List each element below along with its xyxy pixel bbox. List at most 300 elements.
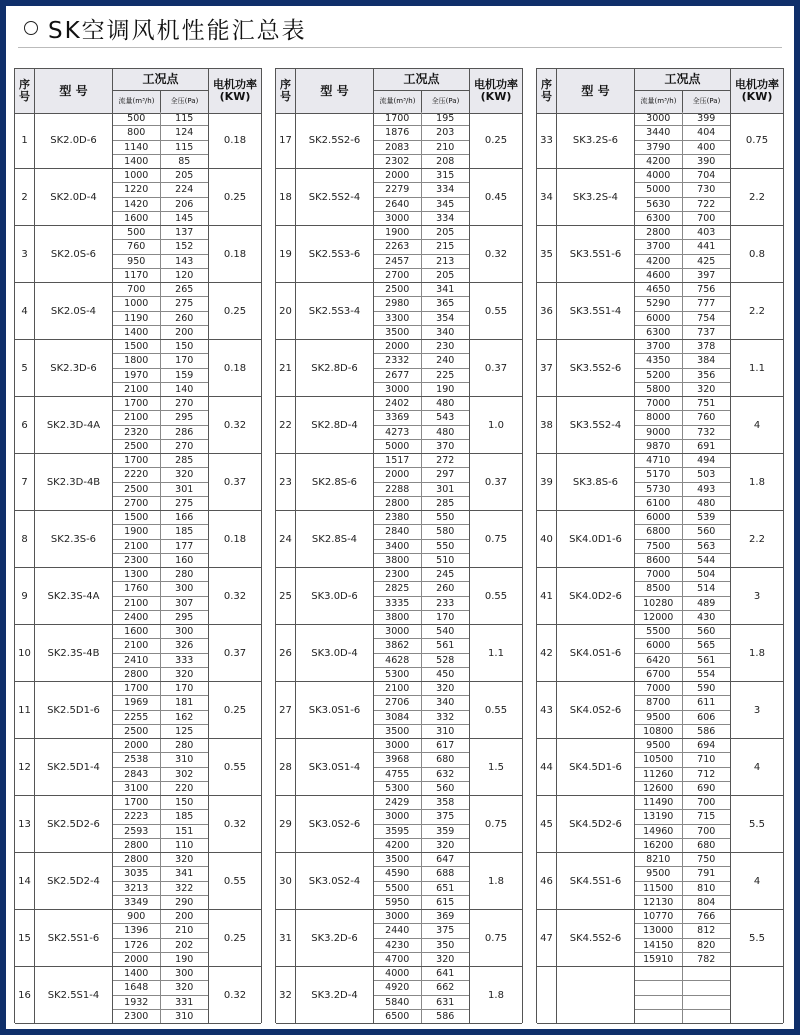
pressure-value: 560 [697,626,716,638]
motor-power: 5.5 [749,818,765,830]
header-pressure: 全压(Pa) [161,91,209,113]
motor-power: 1.8 [749,647,765,659]
pressure-value: 310 [175,1010,194,1022]
flow-value: 10800 [635,725,683,738]
flow-value: 2640 [374,198,422,211]
pressure-value: 125 [175,725,194,737]
pressure-value: 580 [436,526,455,538]
pressure-value: 544 [697,554,716,566]
operating-point-row [374,725,469,738]
pressure-value: 737 [697,326,716,338]
flow-value: 700 [113,283,161,296]
row-number: 27 [276,682,296,738]
pressure-value: 286 [175,426,194,438]
pressure-value: 700 [697,212,716,224]
header-model: 型 号 [35,69,113,113]
operating-point-row [374,796,469,810]
table-row [537,511,783,568]
pressure-value: 170 [175,355,194,367]
row-number: 18 [276,169,296,225]
flow-value: 9500 [635,739,683,752]
motor-power: 0.75 [484,818,508,830]
pressure-value: 272 [436,455,455,467]
operating-point-row [635,696,730,710]
flow-value: 16200 [635,839,683,852]
table-row [15,796,261,853]
header-flow: 流量(m³/h) [374,91,422,113]
operating-point-row [635,454,730,468]
operating-point-row [374,112,469,126]
pressure-value: 403 [697,227,716,239]
model-name: SK3.5S1-6 [557,226,635,282]
operating-point-row [635,240,730,254]
flow-value: 4755 [374,768,422,781]
operating-point-row [635,411,730,425]
operating-points [113,112,209,168]
flow-value: 2083 [374,141,422,154]
flow-value: 5500 [374,882,422,895]
pressure-value: 210 [175,925,194,937]
flow-value: 1700 [374,112,422,125]
flow-value: 900 [113,910,161,923]
operating-point-row [113,340,208,354]
operating-point-row [113,312,208,326]
flow-value: 4350 [635,354,683,367]
flow-value: 2700 [113,497,161,510]
operating-point-row [374,369,469,383]
flow-value: 2800 [113,668,161,681]
pressure-value: 480 [436,426,455,438]
flow-value [635,1010,683,1023]
operating-points [113,796,209,852]
operating-point-row [635,126,730,140]
pressure-value: 586 [436,1010,455,1022]
operating-point-row [635,725,730,738]
operating-points [635,739,731,795]
pressure-value: 606 [697,711,716,723]
header-power: 电机功率(KW) [735,78,779,103]
motor-power: 0.55 [223,875,247,887]
pressure-value: 150 [175,341,194,353]
pressure-value: 295 [175,412,194,424]
table-header [276,68,522,114]
flow-value: 3000 [374,625,422,638]
operating-point-row [374,654,469,668]
operating-point-row [113,853,208,867]
model-name: SK2.3S-4B [35,625,113,681]
pressure-value: 275 [175,497,194,509]
model-name: SK4.5S1-6 [557,853,635,909]
pressure-value: 206 [175,198,194,210]
operating-point-row [374,668,469,681]
operating-point-row [374,939,469,953]
operating-points [635,397,731,453]
flow-value: 1969 [113,696,161,709]
operating-point-row [113,126,208,140]
table-row [276,625,522,682]
flow-value: 3349 [113,896,161,909]
operating-point-row [635,198,730,212]
flow-value: 1190 [113,312,161,325]
pressure-value: 115 [175,113,194,125]
pressure-value: 320 [436,953,455,965]
pressure-value: 528 [436,654,455,666]
pressure-value: 550 [436,512,455,524]
row-number: 7 [15,454,35,510]
operating-point-row [113,682,208,696]
flow-value: 5800 [635,383,683,396]
flow-value: 4200 [374,839,422,852]
row-number: 8 [15,511,35,567]
operating-point-row [374,141,469,155]
row-number: 35 [537,226,557,282]
flow-value: 12000 [635,611,683,624]
row-number: 36 [537,283,557,339]
motor-power: 0.55 [484,590,508,602]
flow-value: 2263 [374,240,422,253]
title-bar [6,6,794,50]
flow-value: 2400 [113,611,161,624]
flow-value: 7000 [635,682,683,695]
model-name: SK2.0D-6 [35,112,113,168]
header-condition: 工况点 [635,69,731,91]
operating-points [635,283,731,339]
pressure-value: 700 [697,825,716,837]
row-number: 19 [276,226,296,282]
pressure-value: 124 [175,127,194,139]
pressure-value: 160 [175,554,194,566]
operating-point-row [374,326,469,339]
row-number: 38 [537,397,557,453]
operating-point-row [113,440,208,453]
pressure-value: 715 [697,811,716,823]
pressure-value: 270 [175,440,194,452]
table-row [537,340,783,397]
pressure-value: 820 [697,939,716,951]
flow-value: 3100 [113,782,161,795]
operating-point-row [374,696,469,710]
pressure-value: 694 [697,740,716,752]
table-row [276,739,522,796]
pressure-value: 195 [436,113,455,125]
operating-points [113,340,209,396]
flow-value: 4600 [635,269,683,282]
pressure-value: 756 [697,284,716,296]
operating-point-row [113,668,208,681]
flow-value: 5170 [635,468,683,481]
row-number: 32 [276,967,296,1023]
flow-value: 8500 [635,582,683,595]
pressure-value: 320 [175,982,194,994]
pressure-value: 691 [697,440,716,452]
operating-point-row [113,212,208,225]
flow-value: 3800 [374,611,422,624]
flow-value: 2302 [374,155,422,168]
pressure-value: 356 [697,369,716,381]
flow-value: 500 [113,226,161,239]
model-name: SK2.5D1-6 [35,682,113,738]
model-name: SK2.5S2-6 [296,112,374,168]
model-name: SK4.5D2-6 [557,796,635,852]
pressure-value: 565 [697,640,716,652]
pressure-value: 85 [178,155,191,167]
flow-value: 2457 [374,255,422,268]
pressure-value: 295 [175,611,194,623]
flow-value: 9500 [635,867,683,880]
flow-value: 5300 [374,668,422,681]
operating-point-row [635,882,730,896]
flow-value: 4920 [374,981,422,994]
operating-point-row [635,753,730,767]
flow-value: 1900 [374,226,422,239]
pressure-value: 332 [436,711,455,723]
operating-point-row [374,226,469,240]
operating-point-row [374,753,469,767]
table-row [537,910,783,967]
operating-point-row [635,668,730,681]
pressure-value: 315 [436,170,455,182]
flow-value: 1000 [113,297,161,310]
operating-point-row [374,426,469,440]
table-row [537,112,783,169]
flow-value: 1400 [113,326,161,339]
table-row [276,967,522,1024]
flow-value: 8700 [635,696,683,709]
pressure-value: 510 [436,554,455,566]
pressure-value: 270 [175,398,194,410]
operating-point-row [635,497,730,510]
row-number: 17 [276,112,296,168]
pressure-value: 680 [436,754,455,766]
pressure-value: 514 [697,583,716,595]
pressure-value: 550 [436,540,455,552]
table-row [15,397,261,454]
operating-point-row [374,312,469,326]
table-row [15,112,261,169]
operating-point-row [374,283,469,297]
table-row [15,454,261,511]
row-number: 6 [15,397,35,453]
table-row [537,568,783,625]
pressure-value: 120 [175,269,194,281]
operating-point-row [113,796,208,810]
flow-value: 1500 [113,511,161,524]
operating-point-row [113,397,208,411]
operating-point-row [113,554,208,567]
operating-point-row [113,625,208,639]
pressure-value: 750 [697,854,716,866]
operating-points [113,682,209,738]
flow-value: 2843 [113,768,161,781]
model-name: SK3.0D-4 [296,625,374,681]
table-row [276,568,522,625]
pressure-value: 554 [697,668,716,680]
pressure-value: 185 [175,811,194,823]
operating-point-row [113,597,208,611]
operating-point-row [113,896,208,909]
table-body [15,112,261,1023]
operating-point-row [374,839,469,852]
operating-point-row [635,568,730,582]
flow-value: 2593 [113,825,161,838]
flow-value: 8600 [635,554,683,567]
operating-points [374,625,470,681]
model-name: SK3.0S1-6 [296,682,374,738]
flow-value: 3000 [374,739,422,752]
row-number: 20 [276,283,296,339]
header-flow: 流量(m³/h) [635,91,683,113]
flow-value: 1400 [113,155,161,168]
flow-value: 7000 [635,397,683,410]
flow-value: 3000 [374,212,422,225]
model-name: SK3.2S-6 [557,112,635,168]
operating-points [635,682,731,738]
pressure-value: 190 [175,953,194,965]
operating-point-row [635,825,730,839]
flow-value: 3000 [374,383,422,396]
pressure-value: 404 [697,127,716,139]
flow-value: 10280 [635,597,683,610]
pressure-value: 177 [175,540,194,552]
flow-value: 3300 [374,312,422,325]
operating-point-row [374,269,469,282]
table-row [537,283,783,340]
pressure-value: 162 [175,711,194,723]
pressure-value: 730 [697,184,716,196]
operating-point-row [374,240,469,254]
operating-point-row [635,796,730,810]
flow-value: 3862 [374,639,422,652]
flow-value: 2100 [374,682,422,695]
header-power: 电机功率(KW) [474,78,518,103]
operating-points [635,967,731,1023]
pressure-value: 369 [436,911,455,923]
row-number: 3 [15,226,35,282]
flow-value: 3968 [374,753,422,766]
pressure-value [683,981,731,994]
flow-value: 2825 [374,582,422,595]
flow-value: 1700 [113,796,161,809]
operating-point-row [374,682,469,696]
flow-value: 2279 [374,183,422,196]
pressure-value: 651 [436,882,455,894]
operating-point-row [113,981,208,995]
motor-power: 2.2 [749,533,765,545]
motor-power: 0.25 [223,305,247,317]
operating-points [374,454,470,510]
operating-points [635,853,731,909]
row-number: 37 [537,340,557,396]
operating-point-row [374,511,469,525]
model-name: SK3.0D-6 [296,568,374,624]
motor-power: 3 [753,590,761,602]
flow-value: 14150 [635,939,683,952]
table-row [537,169,783,226]
operating-points [113,169,209,225]
pressure-value: 115 [175,141,194,153]
pressure-value: 320 [436,683,455,695]
pressure-value: 233 [436,597,455,609]
operating-point-row [113,183,208,197]
operating-point-row [113,240,208,254]
flow-value: 3084 [374,711,422,724]
model-name [557,967,635,1023]
pressure-value: 812 [697,925,716,937]
flow-value: 3790 [635,141,683,154]
pressure-value: 297 [436,469,455,481]
pressure-value: 280 [175,740,194,752]
pressure-value: 700 [697,797,716,809]
operating-point-row [635,369,730,383]
row-number: 47 [537,910,557,966]
table-row [537,796,783,853]
flow-value: 2429 [374,796,422,809]
flow-value: 800 [113,126,161,139]
pressure-value: 300 [175,626,194,638]
table-row [15,910,261,967]
pressure-value: 322 [175,882,194,894]
flow-value: 8210 [635,853,683,866]
table-row [15,169,261,226]
model-name: SK3.8S-6 [557,454,635,510]
header-flow: 流量(m³/h) [113,91,161,113]
row-number: 24 [276,511,296,567]
flow-value: 3700 [635,240,683,253]
flow-value: 3335 [374,597,422,610]
pressure-value: 539 [697,512,716,524]
page-title: SK空调风机性能汇总表 [48,17,307,44]
table-row [276,796,522,853]
operating-point-row [113,739,208,753]
flow-value: 1726 [113,939,161,952]
pressure-value: 230 [436,341,455,353]
operating-point-row [374,212,469,225]
flow-value: 3000 [374,910,422,923]
operating-point-row [374,967,469,981]
motor-power: 5.5 [749,932,765,944]
flow-value: 1600 [113,625,161,638]
flow-value: 1700 [113,682,161,695]
operating-point-row [635,981,730,995]
flow-value: 2223 [113,810,161,823]
operating-point-row [635,226,730,240]
flow-value: 7500 [635,540,683,553]
flow-value: 2000 [374,468,422,481]
flow-value: 3800 [374,554,422,567]
operating-point-row [635,340,730,354]
flow-value: 2800 [113,839,161,852]
flow-value: 7000 [635,568,683,581]
operating-points [113,625,209,681]
pressure-value: 782 [697,953,716,965]
flow-value [635,996,683,1009]
row-number: 22 [276,397,296,453]
operating-point-row [113,468,208,482]
flow-value: 3595 [374,825,422,838]
pressure-value: 290 [175,896,194,908]
flow-value: 2410 [113,654,161,667]
pressure-value: 560 [697,526,716,538]
table-row [15,967,261,1024]
model-name: SK2.5D2-4 [35,853,113,909]
pressure-value: 590 [697,683,716,695]
flow-value: 4700 [374,953,422,966]
motor-power: 1.1 [749,362,765,374]
flow-value: 1932 [113,996,161,1009]
pressure-value: 224 [175,184,194,196]
operating-point-row [374,169,469,183]
operating-point-row [113,924,208,938]
